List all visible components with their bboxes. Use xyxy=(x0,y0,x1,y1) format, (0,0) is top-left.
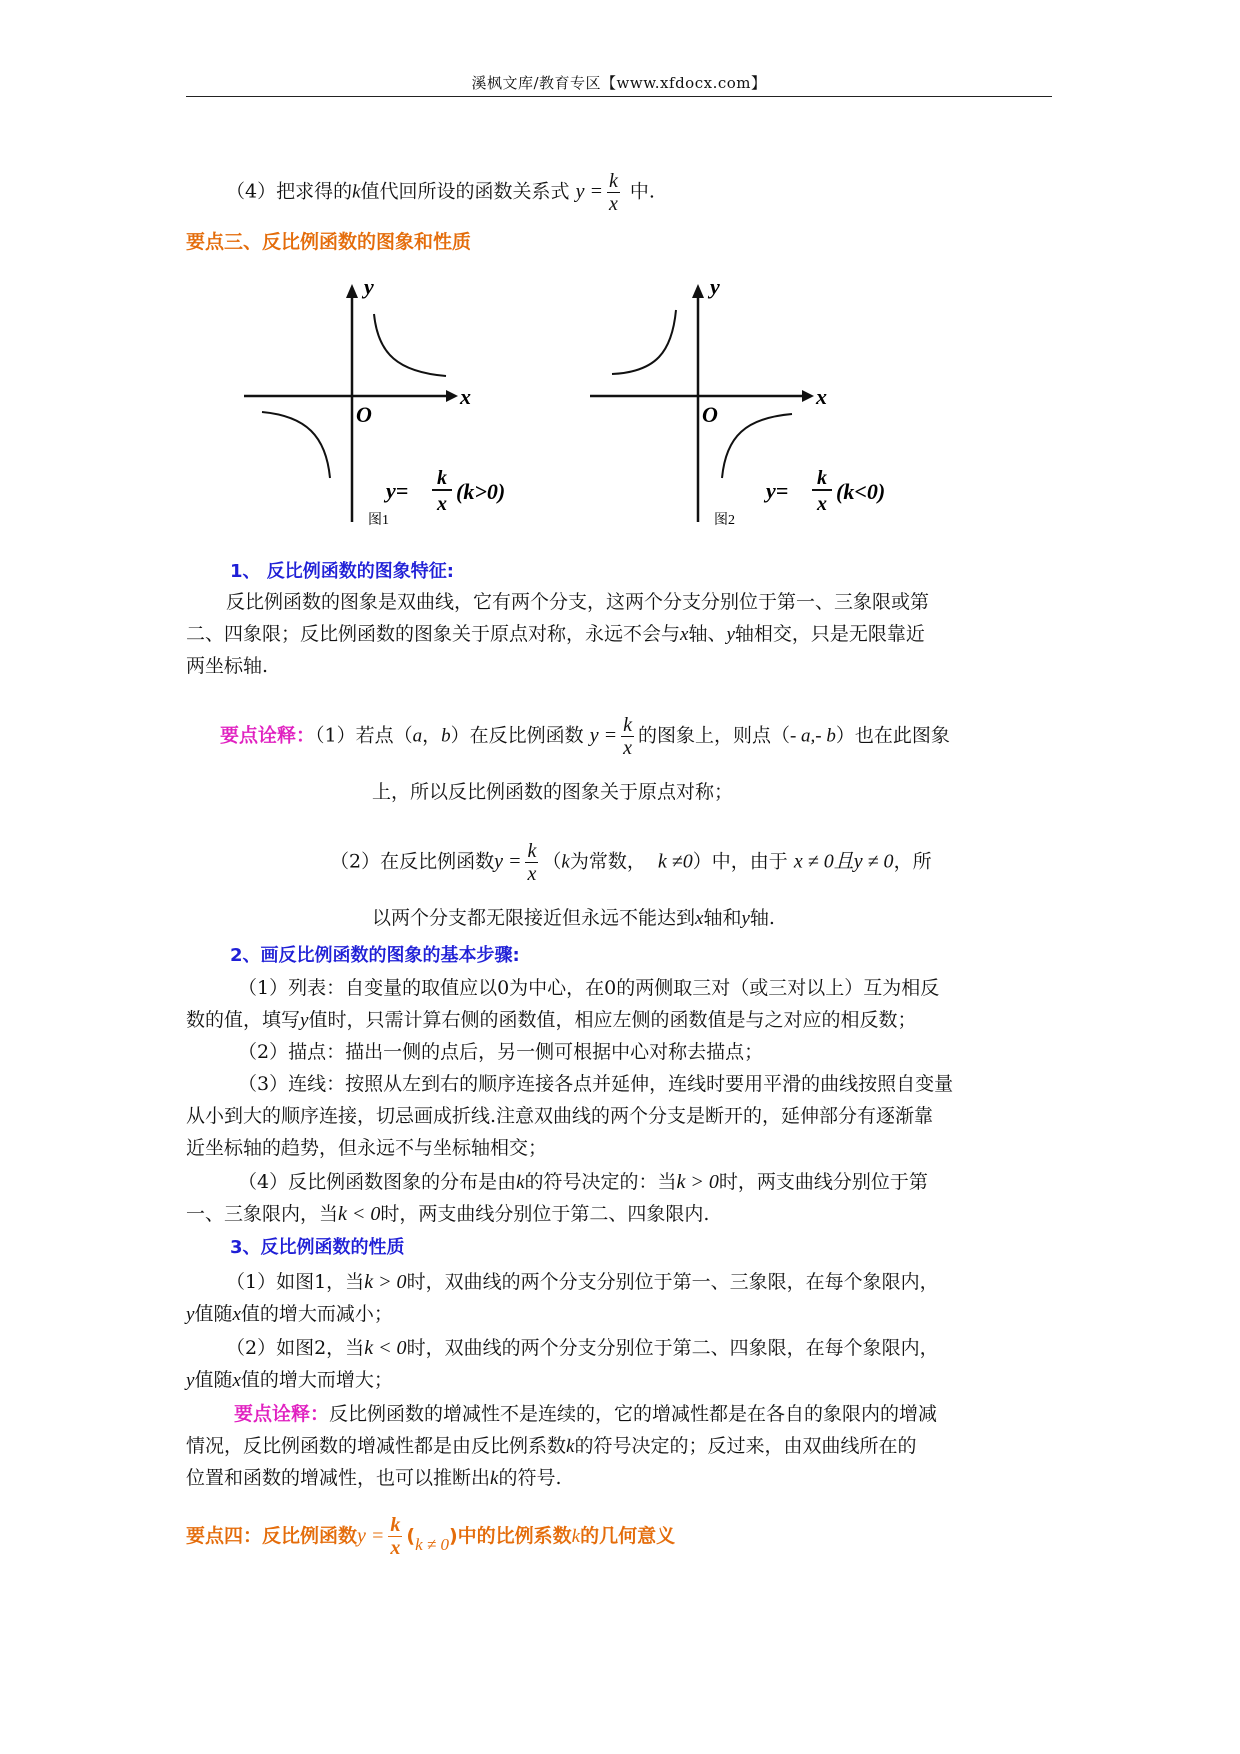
note-label: 要点诠释： xyxy=(234,1403,330,1425)
formula-condition: (k<0) xyxy=(836,479,886,504)
figure-caption: 图1 xyxy=(368,513,389,528)
formula-y-eq: y= xyxy=(386,478,409,503)
note1-line-2: 上，所以反比例函数的图象关于原点对称； xyxy=(372,781,734,803)
heading-section-3: 要点三、反比例函数的图象和性质 xyxy=(186,231,472,253)
fraction-k-over-x: $\frac{k}{x}$ xyxy=(527,840,537,885)
hyperbola-branch-q2 xyxy=(612,310,676,374)
sub2-line-7: （4）反比例函数图象的分布是由k的符号决定的：当k > 0时，两支曲线分别位于第 xyxy=(238,1171,928,1193)
step4-line xyxy=(226,170,655,215)
note2-line-3: 位置和函数的增减性，也可以推断出k的符号. xyxy=(186,1467,562,1489)
note-label: 要点诠释： xyxy=(220,724,316,747)
var-x: x xyxy=(680,624,689,645)
hyperbola-branch-q1 xyxy=(374,314,446,376)
fraction-k-over-x: $\frac{k}{x}$ xyxy=(390,1514,401,1559)
x-arrow xyxy=(446,390,458,402)
sub1-para-line-1: 反比例函数的图象是双曲线，它有两个分支，这两个分支分别位于第一、三象限或第 xyxy=(226,591,930,613)
note2-line-1: 要点诠释：反比例函数的增减性不是连续的，它的增减性都是在各自的象限内的增减 xyxy=(234,1403,938,1425)
step4-mid: 值代回所设的函数关系式 xyxy=(360,180,570,203)
formula-numerator: k xyxy=(437,467,447,489)
y-arrow xyxy=(692,284,704,298)
sub1-para-line-2: 二、四象限；反比例函数的图象关于原点对称，永远不会与x轴、y轴相交，只是无限靠近 xyxy=(186,623,925,645)
formula-y-eq: y= xyxy=(766,478,789,503)
sub3-line-2: y值随x值的增大而减小； xyxy=(186,1303,393,1325)
fraction-k-over-x: $\frac{k}{x}$ xyxy=(608,170,618,215)
formula-numerator: k xyxy=(817,467,827,489)
var-y: y xyxy=(726,624,735,645)
sub3-line-1: （1）如图1，当k > 0时，双曲线的两个分支分别位于第一、三象限，在每个象限内， xyxy=(226,1271,939,1293)
step4-prefix: （4）把求得的 xyxy=(226,180,353,203)
sub2-line-1: （1）列表：自变量的取值应以0为中心，在0的两侧取三对（或三对以上）互为相反 xyxy=(238,977,940,999)
sub2-line-3: （2）描点：描出一侧的点后，另一侧可根据中心对称去描点； xyxy=(238,1041,764,1063)
note1-line-4: 以两个分支都无限接近但永远不能达到x轴和y轴. xyxy=(372,907,775,929)
sub2-line-6: 近坐标轴的趋势，但永远不与坐标轴相交； xyxy=(186,1137,548,1159)
sub1-para-line-3: 两坐标轴. xyxy=(186,655,269,677)
note2-line-2: 情况，反比例函数的增减性都是由反比例系数k的符号决定的；反过来，由双曲线所在的 xyxy=(186,1435,917,1457)
note1-line-3: （2）在反比例函数y = $\frac{k}{x}$ （k为常数， k ≠0）中，由于 x ≠ 0且y ≠ 0，所 xyxy=(330,840,932,885)
y-arrow xyxy=(346,284,358,298)
figure-1-k-positive xyxy=(236,272,548,534)
formula-denominator: x xyxy=(817,493,827,515)
origin-label: O xyxy=(702,402,718,427)
header-rule xyxy=(186,96,1052,97)
var-k: k xyxy=(352,181,361,203)
formula-denominator: x xyxy=(437,493,447,515)
y-axis-label: y xyxy=(364,274,374,299)
figure-2-k-negative xyxy=(582,272,914,534)
fraction-k-over-x: $\frac{k}{x}$ xyxy=(623,714,632,759)
sub-heading-2: 2、画反比例函数的图象的基本步骤: xyxy=(230,945,520,966)
sub3-line-4: y值随x值的增大而增大； xyxy=(186,1369,393,1391)
x-axis-label: x xyxy=(816,384,827,409)
x-arrow xyxy=(802,390,814,402)
sub2-line-5: 从小到大的顺序连接，切忌画成折线.注意双曲线的两个分支是断开的，延伸部分有逐渐靠 xyxy=(186,1105,934,1127)
heading-section-4: 要点四：反比例函数y = $\frac{k}{x}$ (k ≠ 0)中的比例系数k的几何意义 xyxy=(186,1514,676,1559)
sub3-line-3: （2）如图2，当k < 0时，双曲线的两个分支分别位于第二、四象限，在每个象限内， xyxy=(226,1337,939,1359)
condition-x-y-nonzero: x ≠ 0且y ≠ 0 xyxy=(793,850,894,873)
sub-heading-1: 1、 反比例函数的图象特征: xyxy=(230,561,454,582)
sub-heading-3: 3、反比例函数的性质 xyxy=(230,1237,405,1258)
step4-suffix: 中. xyxy=(629,180,655,203)
y-axis-label: y xyxy=(710,274,720,299)
sub2-line-2: 数的值，填写y值时，只需计算右侧的函数值，相应左侧的函数值是与之对应的相反数； xyxy=(186,1009,917,1031)
x-axis-label: x xyxy=(460,384,471,409)
hyperbola-branch-q3 xyxy=(262,412,330,478)
formula-y-eq: y = xyxy=(575,180,603,203)
hyperbola-branch-q4 xyxy=(722,414,792,478)
page-header: 溪枫文库/教育专区【www.xfdocx.com】 xyxy=(471,74,767,92)
sub2-line-4: （3）连线：按照从左到右的顺序连接各点并延伸，连线时要用平滑的曲线按照自变量 xyxy=(238,1073,954,1095)
figure-caption: 图2 xyxy=(714,513,735,528)
sub2-line-8: 一、三象限内，当k < 0时，两支曲线分别位于第二、四象限内. xyxy=(186,1203,710,1225)
formula-condition: (k>0) xyxy=(456,479,506,504)
note1-line-1: 要点诠释：（1）若点（a，b）在反比例函数 y = $\frac{k}{x}$ 的图象上，则点（- a,- b）也在此图象 xyxy=(220,714,950,759)
origin-label: O xyxy=(356,402,372,427)
